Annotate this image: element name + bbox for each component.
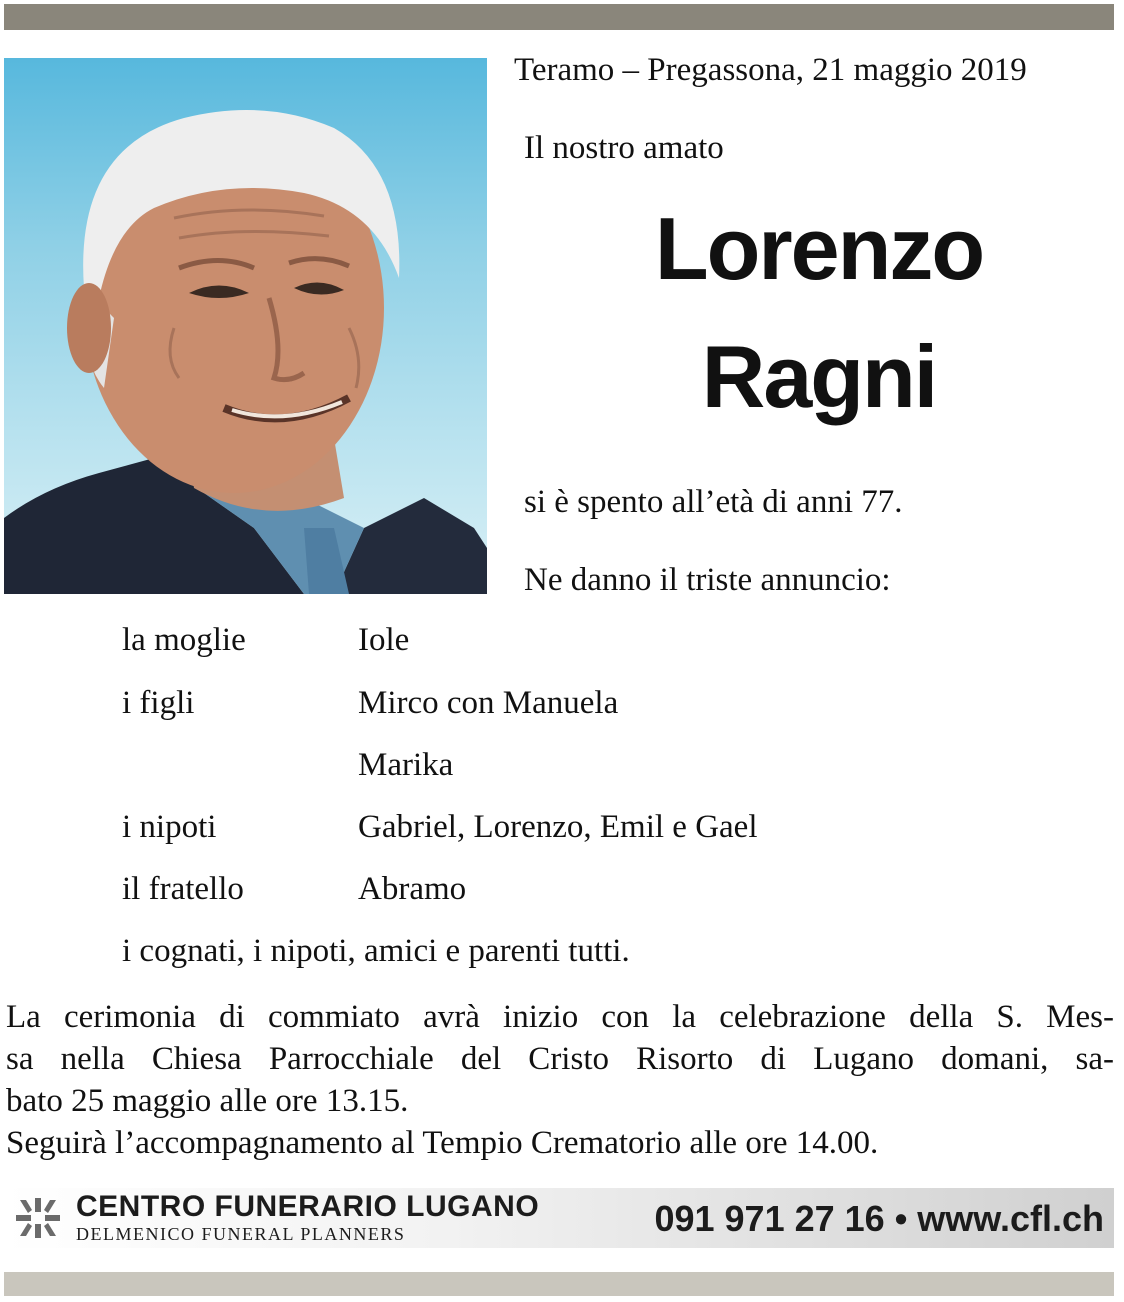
age-line: si è spento all’età di anni 77. [524, 484, 903, 520]
family-label: i nipoti [122, 809, 217, 845]
deceased-last-name: Ragni [701, 327, 937, 426]
closing-line: i cognati, i nipoti, amici e parenti tutti. [122, 933, 630, 969]
family-label: il fratello [122, 871, 244, 907]
dateline: Teramo – Pregassona, 21 maggio 2019 [514, 52, 1027, 88]
deceased-first-name: Lorenzo [654, 199, 984, 298]
ceremony-line: bato 25 maggio alle ore 13.15. [6, 1083, 409, 1119]
family-value: Marika [358, 747, 454, 783]
ceremony-line: La cerimonia di commiato avrà inizio con la celebrazione della S. Mes- [6, 999, 1114, 1035]
portrait-photo [4, 58, 487, 594]
intro-text: Il nostro amato [524, 130, 724, 166]
family-value: Gabriel, Lorenzo, Emil e Gael [358, 809, 758, 845]
family-value: Mirco con Manuela [358, 685, 619, 721]
family-value: Abramo [358, 871, 467, 907]
bottom-rule [4, 1272, 1114, 1296]
funeral-home-name: CENTRO FUNERARIO LUGANO [76, 1190, 540, 1223]
ceremony-line: sa nella Chiesa Parrocchiale del Cristo Risorto di Lugano domani, sa- [6, 1041, 1114, 1077]
ceremony-line: Seguirà l’accompagnamento al Tempio Crematorio alle ore 14.00. [6, 1125, 879, 1161]
family-value: Iole [358, 622, 410, 658]
announce-line: Ne danno il triste annuncio: [524, 562, 891, 598]
funeral-home-contact: 091 971 27 16 • www.cfl.ch [654, 1198, 1104, 1239]
family-label: i figli [122, 685, 195, 721]
family-label: la moglie [122, 622, 246, 658]
cross-logo-icon [14, 1196, 62, 1240]
funeral-home-subtitle: DELMENICO FUNERAL PLANNERS [76, 1224, 406, 1244]
ceremony-text [6, 996, 1114, 1164]
funeral-home-footer [4, 1188, 1114, 1248]
top-rule [4, 4, 1114, 30]
